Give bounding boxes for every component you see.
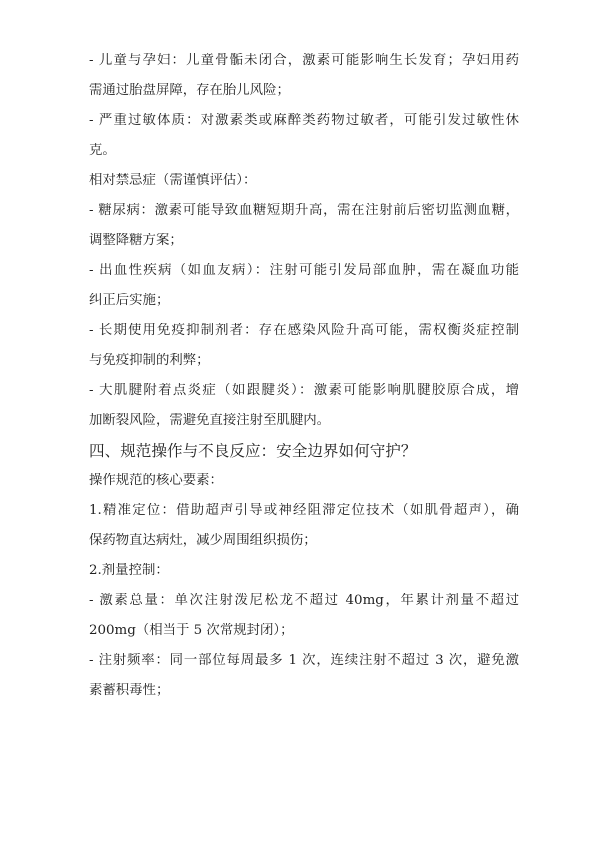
item-dose-control: 2.剂量控制： <box>89 563 169 578</box>
bullet-children-pregnant: - 儿童与孕妇：儿童骨骺未闭合，激素可能影响生长发育；孕妇用药 <box>89 53 519 68</box>
bullet-tendon-enthesitis: - 大肌腱附着点炎症（如跟腱炎）：激素可能影响肌腱胶原合成，增 <box>89 383 519 398</box>
bullet-severe-allergy-cont: 克。 <box>89 143 116 158</box>
bullet-bleeding-disorder-cont: 纠正后实施； <box>89 293 170 308</box>
bullet-hormone-total-cont: 200mg（相当于 5 次常规封闭）； <box>89 623 294 638</box>
bullet-injection-frequency-cont: 素蓄积毒性； <box>89 683 170 698</box>
item-precise-positioning-cont: 保药物直达病灶，减少周围组织损伤； <box>89 533 317 548</box>
bullet-bleeding-disorder: - 出血性疾病（如血友病）：注射可能引发局部血肿，需在凝血功能 <box>89 263 519 278</box>
bullet-tendon-enthesitis-cont: 加断裂风险，需避免直接注射至肌腱内。 <box>89 413 331 428</box>
relative-contraindications-label: 相对禁忌症（需谨慎评估）： <box>89 173 257 188</box>
bullet-severe-allergy: - 严重过敏体质：对激素类或麻醉类药物过敏者，可能引发过敏性休 <box>89 113 519 128</box>
section-heading-4: 四、规范操作与不良反应：安全边界如何守护？ <box>89 442 417 460</box>
bullet-immunosuppressant-cont: 与免疫抑制的利弊； <box>89 353 210 368</box>
item-precise-positioning: 1.精准定位：借助超声引导或神经阻滞定位技术（如肌骨超声），确 <box>89 503 519 518</box>
bullet-diabetes: - 糖尿病：激素可能导致血糖短期升高，需在注射前后密切监测血糖， <box>89 203 519 218</box>
bullet-injection-frequency: - 注射频率：同一部位每周最多 1 次，连续注射不超过 3 次，避免激 <box>89 653 519 668</box>
bullet-children-pregnant-cont: 需通过胎盘屏障，存在胎儿风险； <box>89 83 290 98</box>
operation-core-elements-label: 操作规范的核心要素： <box>89 473 223 488</box>
bullet-immunosuppressant: - 长期使用免疫抑制剂者：存在感染风险升高可能，需权衡炎症控制 <box>89 323 519 338</box>
bullet-diabetes-cont: 调整降糖方案； <box>89 233 183 248</box>
bullet-hormone-total: - 激素总量：单次注射泼尼松龙不超过 40mg，年累计剂量不超过 <box>89 593 519 608</box>
